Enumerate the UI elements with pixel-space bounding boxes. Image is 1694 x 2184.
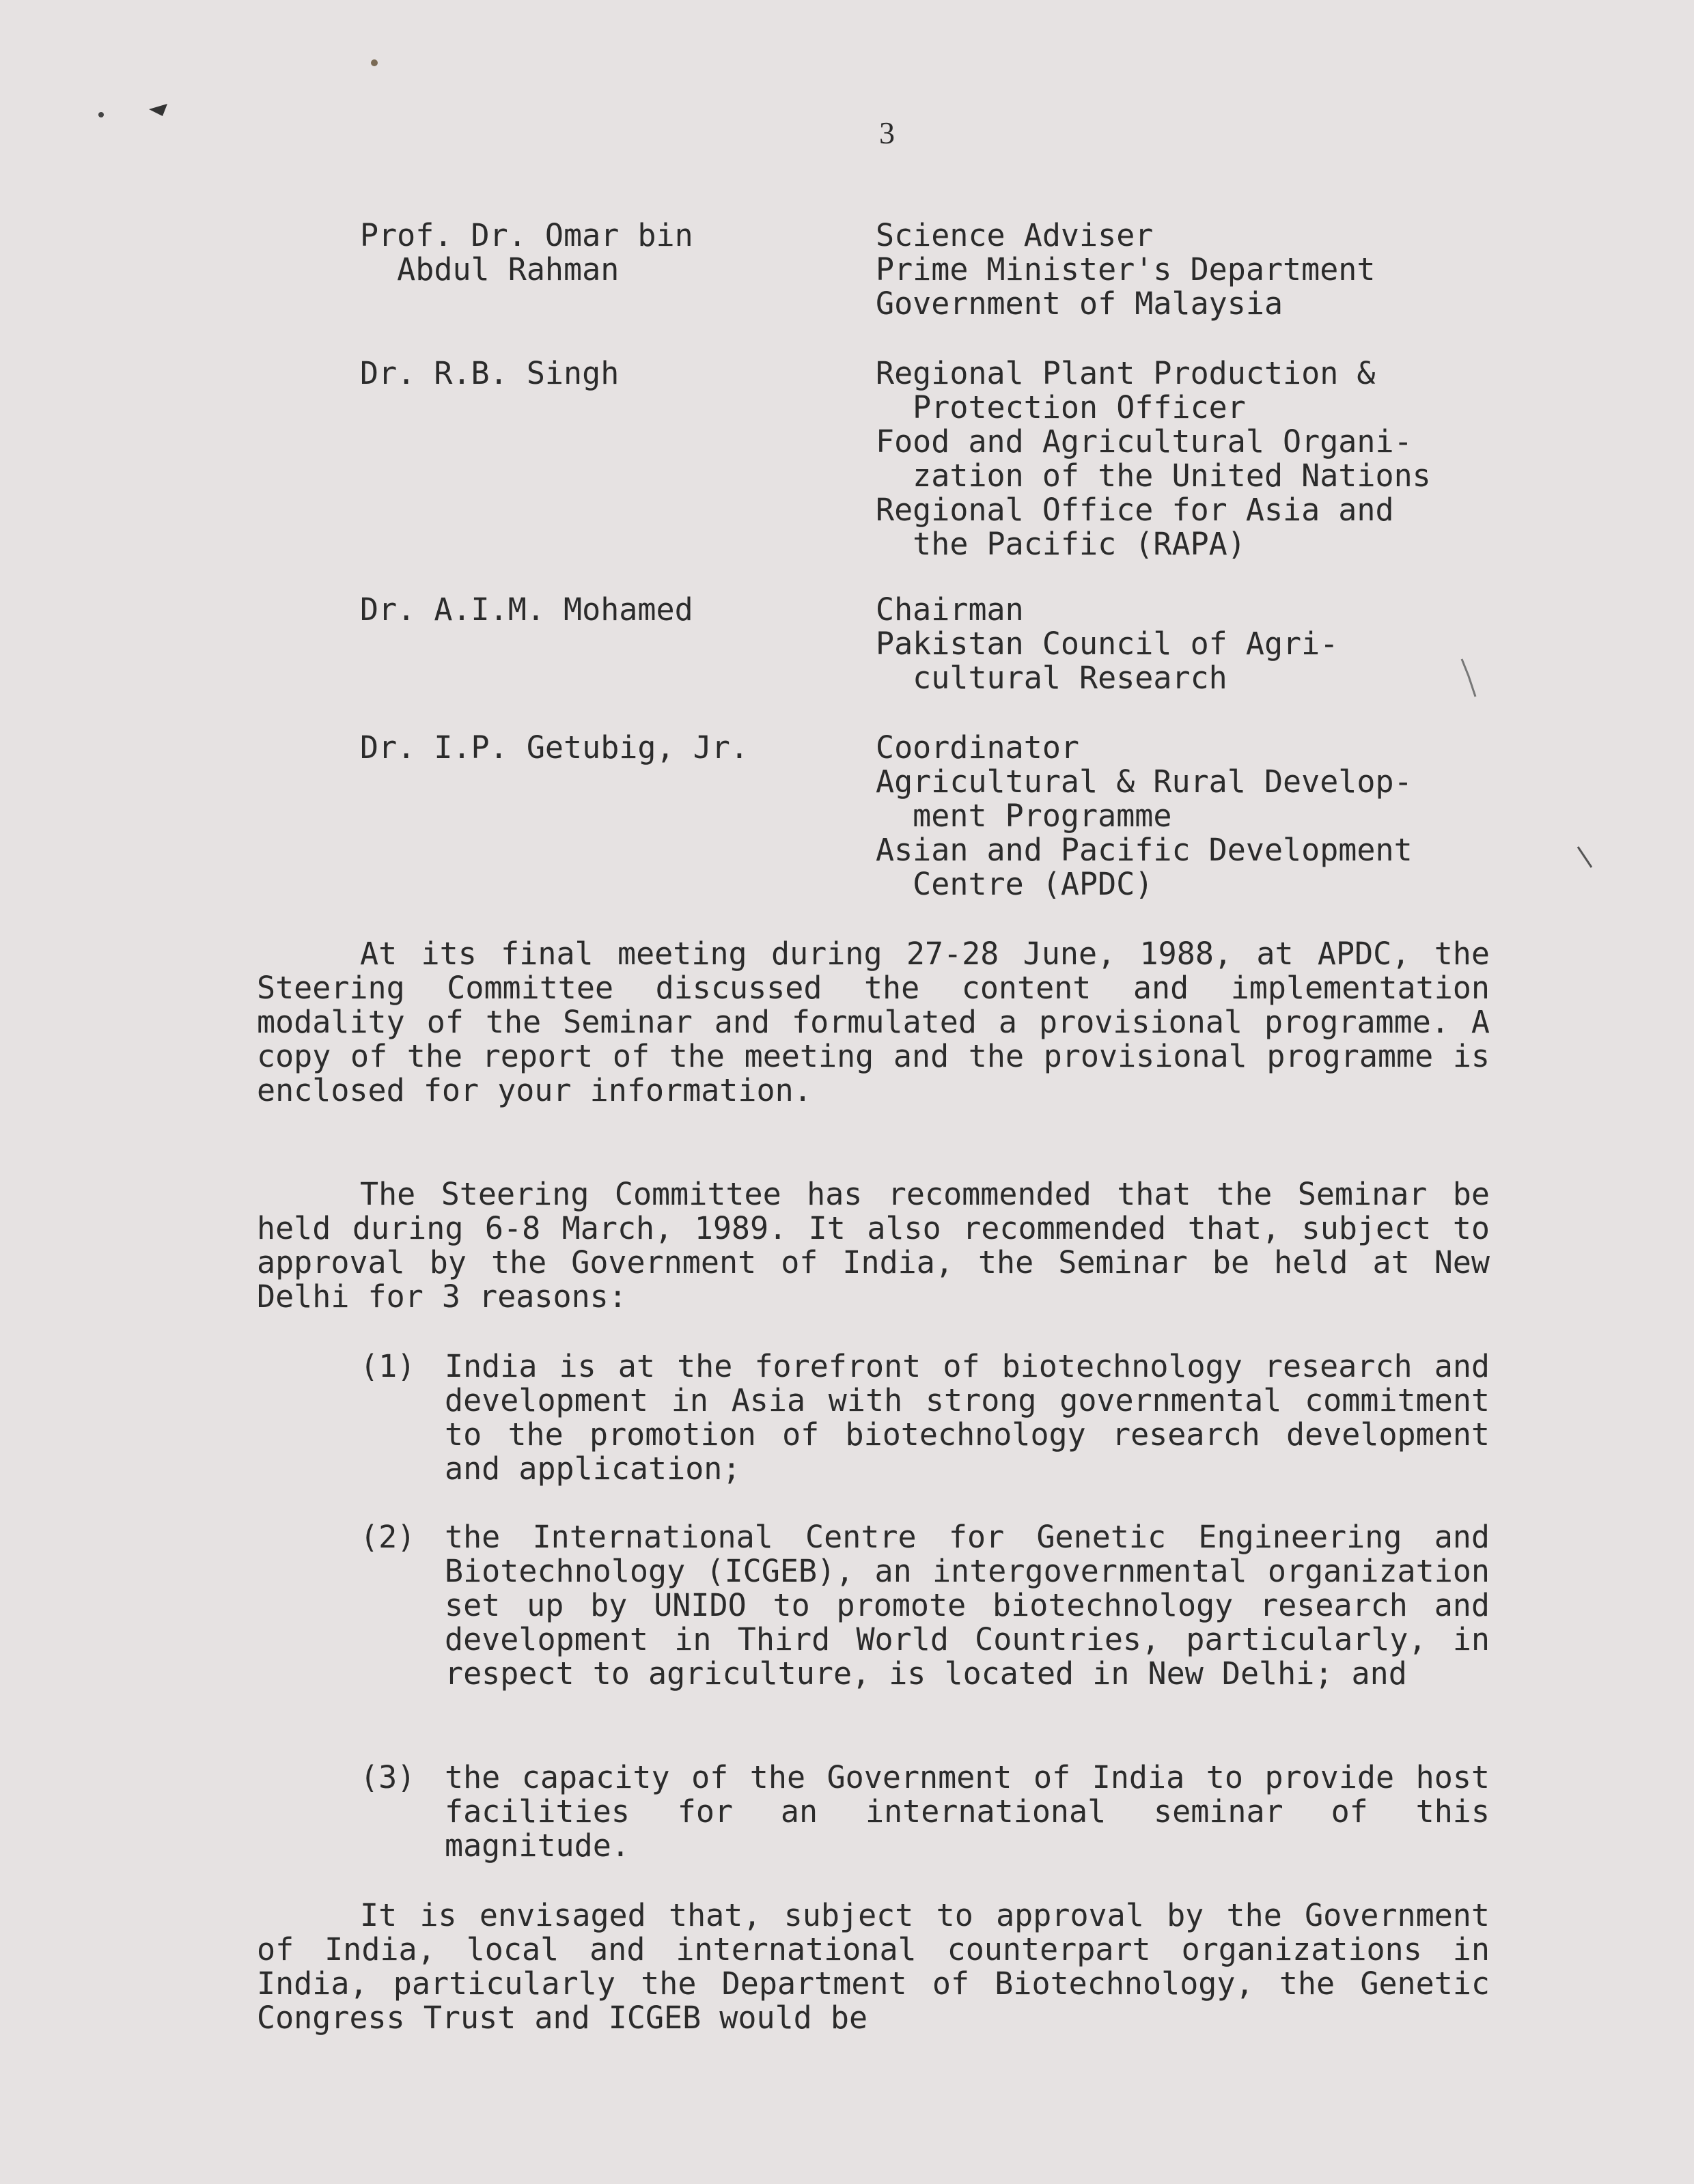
reason-number: (2) xyxy=(360,1519,416,1555)
body-paragraph: At its final meeting during 27-28 June, 1988, at APDC, the Steering Committee discussed the content and implementation modality of the Seminar and formulated a provisional programme. A copy of the report of the meeting and the provisional programme is enclosed for your information. xyxy=(257,936,1490,1108)
page-number: 3 xyxy=(879,115,895,150)
reason-text: India is at the forefront of biotechnology research and development in Asia with strong governmental commitment to the promotion of biotechnology research development and application; xyxy=(445,1348,1490,1487)
member-role: Coordinator Agricultural & Rural Develop- ment Programme Asian and Pacific Development Centre (APDC) xyxy=(876,729,1413,902)
member-name: Dr. R.B. Singh xyxy=(360,355,620,391)
reason-text: the capacity of the Government of India to provide host facilities for an international seminar of this magnitude. xyxy=(445,1759,1490,1864)
paper-speck xyxy=(149,104,167,116)
paper-speck xyxy=(371,59,378,66)
member-name: Dr. A.I.M. Mohamed xyxy=(360,591,693,628)
reason-number: (1) xyxy=(360,1348,416,1384)
member-name: Prof. Dr. Omar bin Abdul Rahman xyxy=(360,217,693,288)
reason-number: (3) xyxy=(360,1759,416,1795)
closing-paragraph: It is envisaged that, subject to approval by the Government of India, local and international counterpart organizations in India, particularly the Department of Biotechnology, the Genetic Congress Trust and ICGEB would be xyxy=(257,1897,1490,2036)
paper-speck xyxy=(98,112,104,117)
reason-text: the International Centre for Genetic Engineering and Biotechnology (ICGEB), an intergovernmental organization set up by UNIDO to promote biotechnology research and development in Third World Countries, particularly, in respect to agriculture, is located in New Delhi; and xyxy=(445,1519,1490,1692)
member-role: Regional Plant Production & Protection Officer Food and Agricultural Organi- zation of the United Nations Regional Office for Asia and the Pacific (RAPA) xyxy=(876,355,1431,562)
member-role: Science Adviser Prime Minister's Department Government of Malaysia xyxy=(876,217,1376,322)
member-name: Dr. I.P. Getubig, Jr. xyxy=(360,729,749,766)
member-role: Chairman Pakistan Council of Agri- cultural Research xyxy=(876,591,1339,696)
paper-mark xyxy=(1578,847,1592,867)
body-paragraph: The Steering Committee has recommended that the Seminar be held during 6-8 March, 1989. It also recommended that, subject to approval by the Government of India, the Seminar be held at New Delhi for 3 reasons: xyxy=(257,1176,1490,1315)
